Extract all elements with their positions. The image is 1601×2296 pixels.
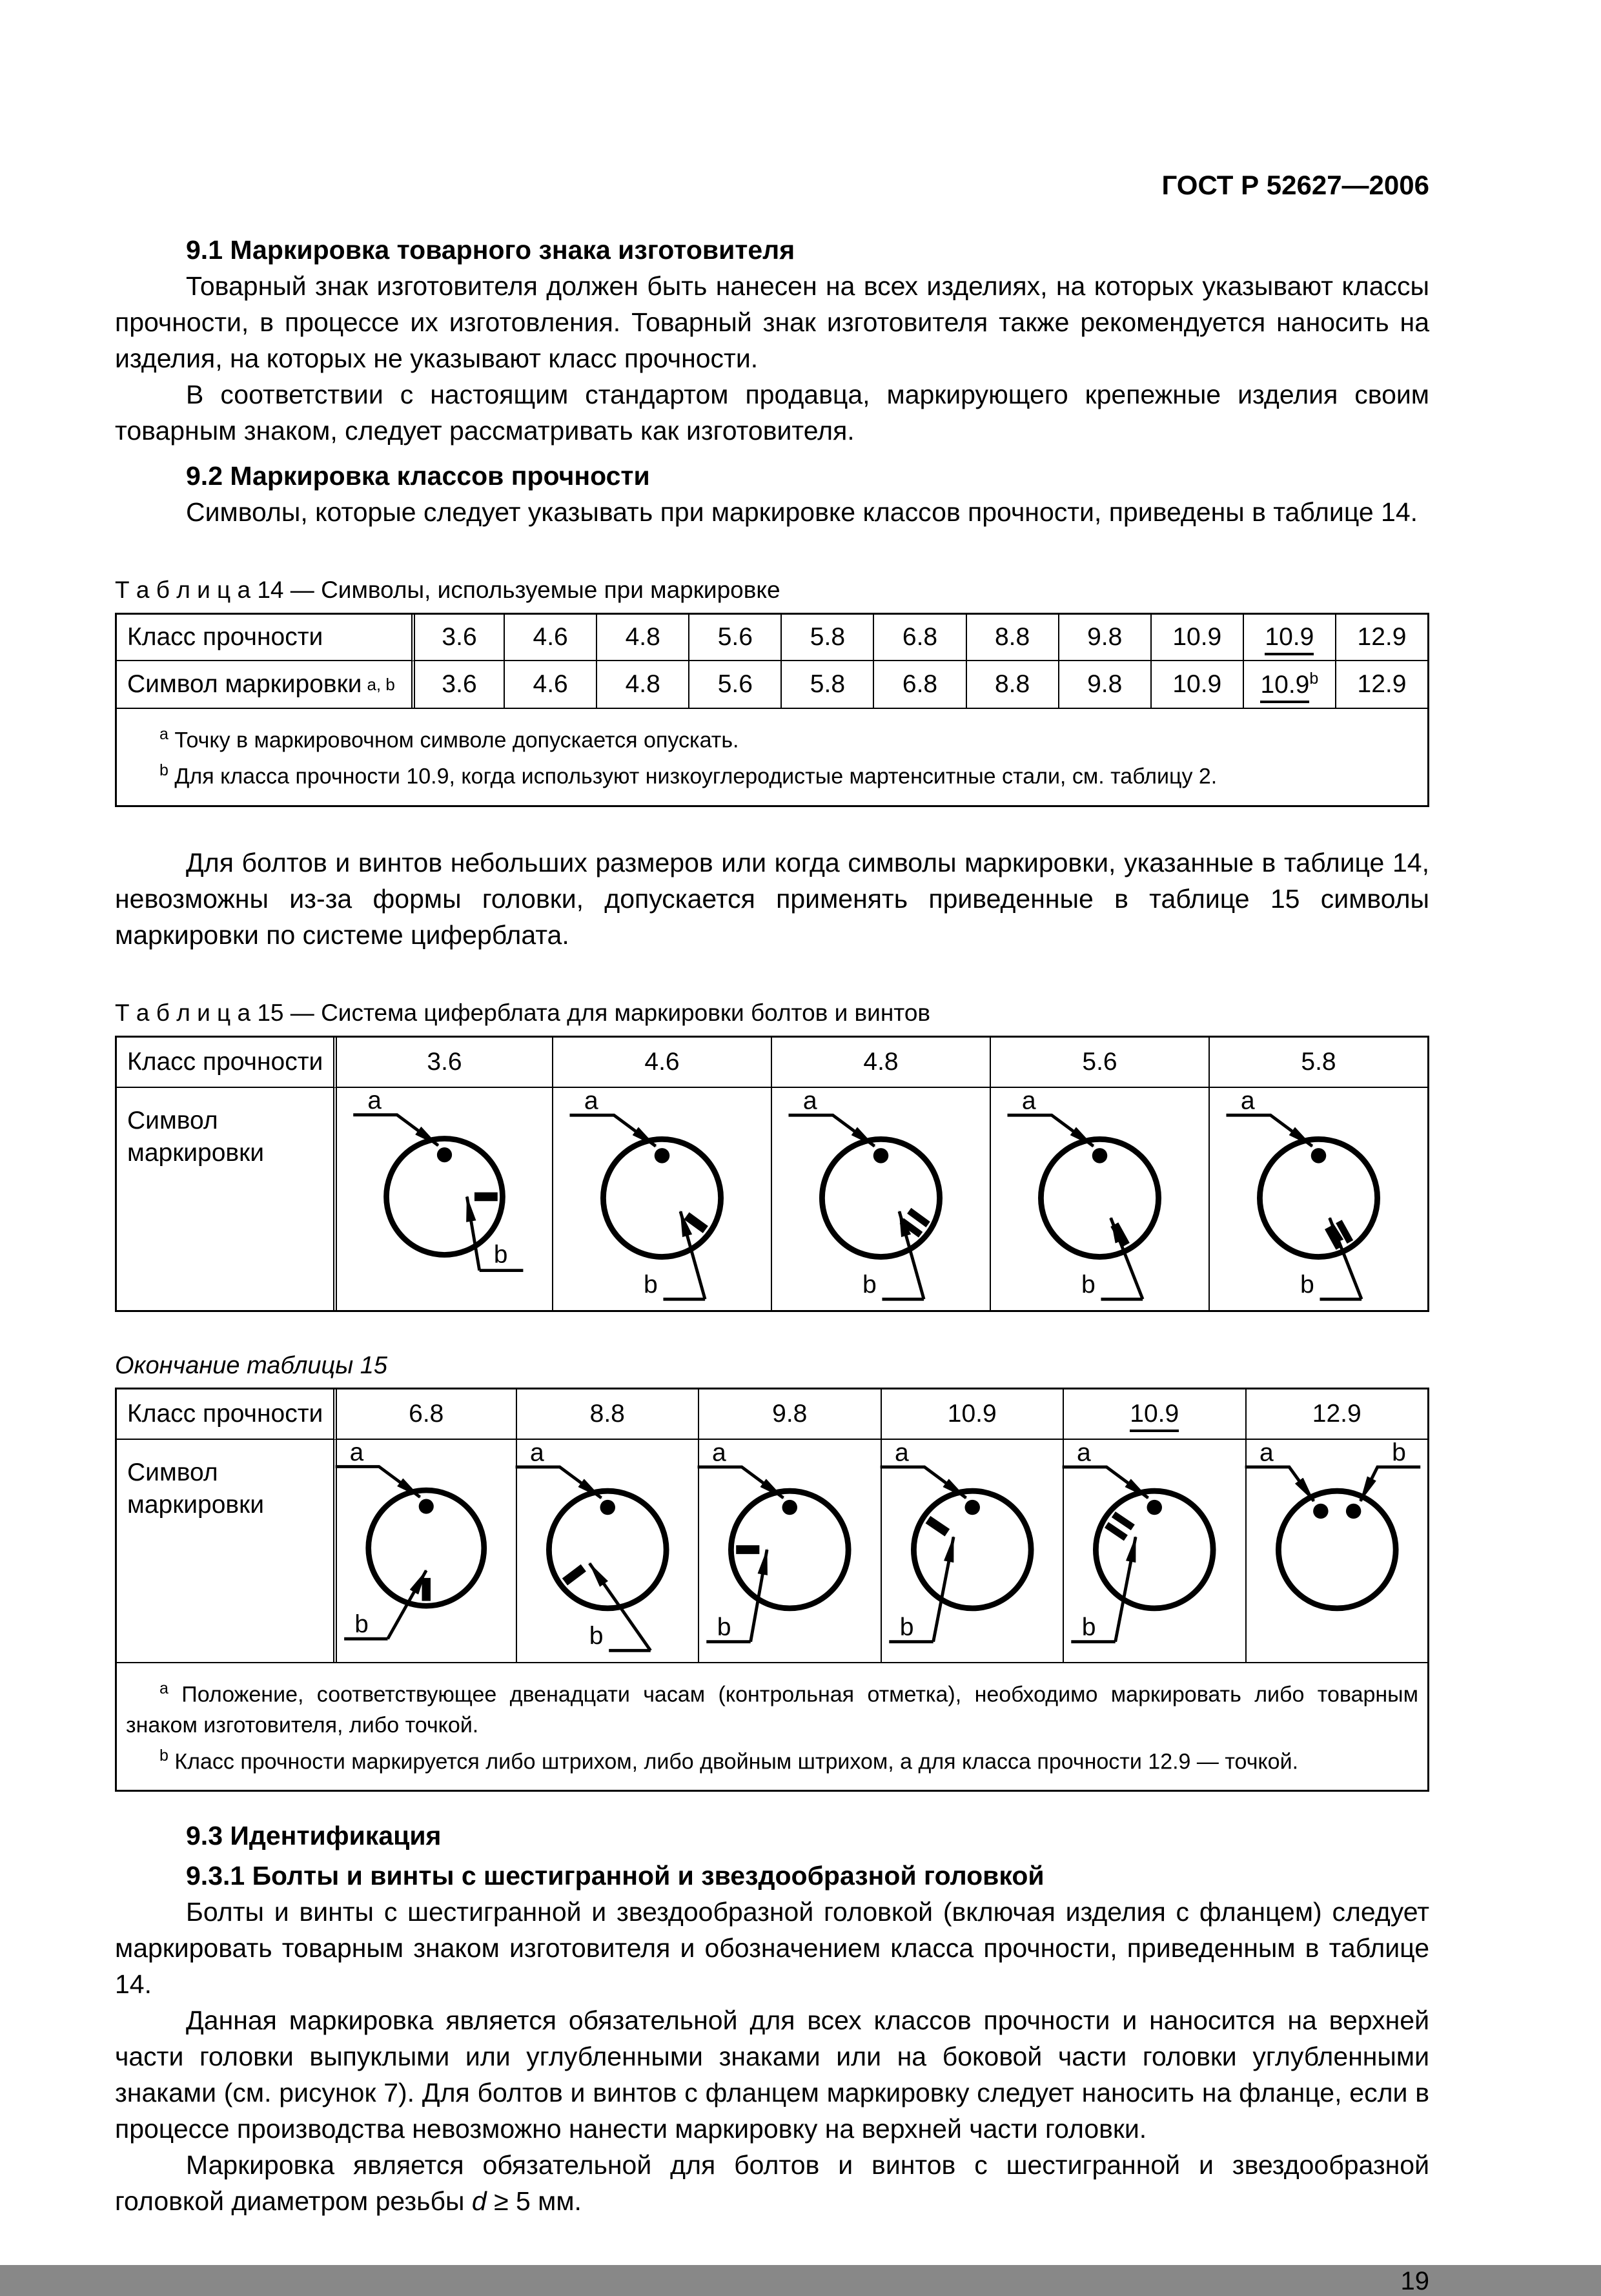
table15-class-cell: 10.9 — [881, 1389, 1063, 1440]
clock-face-diagram — [773, 1089, 988, 1309]
table15-class-cell: 10.9 — [1063, 1389, 1245, 1440]
clock-face-diagram — [1065, 1441, 1244, 1661]
svg-text:b: b — [862, 1271, 877, 1299]
table-15-part2 — [115, 1388, 1429, 1792]
paragraph: Для болтов и винтов небольших размеров или когда символы маркировки, указанные в таблице 14, невозможны из-за формы головки, допускается применять приведенные в таблице 15 символы маркировки по системе циферблата. — [115, 847, 1429, 950]
clock-face-diagram — [555, 1089, 770, 1309]
svg-text:a: a — [349, 1439, 364, 1467]
svg-text:b: b — [899, 1614, 914, 1642]
table14-class-cell: 9.8 — [1058, 615, 1150, 661]
footnote: $^b$ Для класса прочности 10.9, когда используют низкоуглеродистые мартенситные стали, см. таблицу 2. — [159, 761, 1218, 789]
table14-caption-text: Символы, используемые при маркировке — [321, 577, 780, 603]
table15-continuation-caption: Окончание таблицы 15 — [115, 1352, 388, 1380]
clock-face-diagram — [883, 1441, 1062, 1661]
svg-text:a: a — [1076, 1439, 1091, 1467]
table14-symbol-cell: 6.8 — [873, 661, 965, 708]
table14-class-cell: 10.9 — [1150, 615, 1243, 661]
svg-text:a: a — [367, 1086, 382, 1114]
clock-face-diagram — [992, 1089, 1207, 1309]
dial-10.9 — [881, 1440, 1063, 1662]
dial-5.8 — [1208, 1088, 1427, 1311]
table15-part2-grid — [117, 1389, 1427, 1662]
table15-row-label: Символ маркировки — [127, 1106, 264, 1167]
table15-part1-grid — [117, 1038, 1427, 1311]
svg-text:a: a — [1240, 1087, 1255, 1115]
svg-text:a: a — [584, 1087, 598, 1115]
table15-row-label: Класс прочности — [117, 1389, 333, 1440]
svg-text:a: a — [1259, 1439, 1274, 1467]
table14-class-cell: 5.6 — [688, 615, 780, 661]
table14-symbol-cell: 4.8 — [596, 661, 688, 708]
dial-9.8 — [698, 1440, 881, 1662]
table14-symbol-cell: 8.8 — [966, 661, 1058, 708]
table-14 — [115, 613, 1429, 807]
clock-face-diagram — [338, 1441, 515, 1657]
table14-symbol-cell: 10.9 — [1150, 661, 1243, 708]
dial-8.8 — [516, 1440, 699, 1662]
table14-class-cell: 5.8 — [780, 615, 873, 661]
table14-symbol-cell: 5.6 — [688, 661, 780, 708]
table14-caption: Т а б л и ц а 14 — Символы, используемые при маркировке — [115, 577, 780, 603]
clock-face-diagram — [1211, 1089, 1426, 1309]
table15-caption-text: Система циферблата для маркировки болтов и винтов — [321, 999, 931, 1026]
heading-9-2: 9.2 Маркировка классов прочности — [186, 461, 650, 491]
dial-4.6 — [552, 1088, 771, 1311]
dial-4.8 — [771, 1088, 990, 1311]
svg-text:a: a — [894, 1439, 909, 1467]
table15-footnotes — [117, 1662, 1427, 1790]
paragraph: Символы, которые следует указывать при маркировке классов прочности, приведены в таблице 14. — [186, 497, 1418, 527]
heading-9-3-1: 9.3.1 Болты и винты с шестигранной и звездообразной головкой — [186, 1861, 1045, 1891]
table15-class-cell: 4.6 — [552, 1038, 771, 1088]
table14-class-cell: 6.8 — [873, 615, 965, 661]
dial-10.9-low-carbon — [1063, 1440, 1245, 1662]
clock-face-diagram — [700, 1441, 879, 1661]
svg-text:b: b — [354, 1611, 369, 1639]
page-content — [115, 0, 1429, 2296]
table15-row-label: Класс прочности — [117, 1038, 333, 1088]
svg-text:a: a — [1021, 1087, 1036, 1115]
svg-text:b: b — [643, 1271, 658, 1299]
page-number: 19 — [1400, 2267, 1429, 2296]
table14-symbol-cell: 12.9 — [1335, 661, 1427, 708]
doc-header: ГОСТ Р 52627—2006 — [1161, 170, 1429, 200]
dial-5.6 — [990, 1088, 1208, 1311]
table15-caption-label: Т а б л и ц а 15 — [115, 999, 284, 1026]
table15-caption: Т а б л и ц а 15 — Система циферблата для маркировки болтов и винтов — [115, 999, 931, 1026]
table14-symbol-cell: 4.6 — [504, 661, 596, 708]
svg-text:a: a — [802, 1087, 817, 1115]
table15-class-cell: 5.6 — [990, 1038, 1208, 1088]
table14-footnotes — [117, 708, 1427, 805]
svg-text:a: a — [711, 1439, 726, 1467]
clock-face-diagram — [338, 1086, 551, 1307]
table15-class-cell: 5.8 — [1208, 1038, 1427, 1088]
table15-class-cell: 8.8 — [516, 1389, 699, 1440]
table15-row-label: Символ маркировки — [127, 1459, 264, 1519]
clock-face-diagram — [518, 1441, 697, 1661]
heading-9-1: 9.1 Маркировка товарного знака изготовителя — [186, 235, 795, 265]
table14-class-cell: 4.6 — [504, 615, 596, 661]
svg-text:a: a — [529, 1439, 544, 1467]
table15-class-cell: 4.8 — [771, 1038, 990, 1088]
table14-class-cell: 12.9 — [1335, 615, 1427, 661]
table14-symbol-cell: 10.9$^b$ — [1243, 661, 1335, 708]
table14-caption-label: Т а б л и ц а 14 — [115, 577, 284, 603]
table14-row-label: Символ маркировки a, b — [127, 670, 395, 698]
variable-d: d — [471, 2186, 487, 2217]
heading-9-3: 9.3 Идентификация — [186, 1821, 442, 1851]
table14-class-cell: 8.8 — [966, 615, 1058, 661]
table14-class-cell: 4.8 — [596, 615, 688, 661]
svg-text:b: b — [589, 1623, 604, 1651]
table15-class-cell: 9.8 — [698, 1389, 881, 1440]
paragraph: Маркировка является обязательной для болтов и винтов с шестигранной и звездообразной головкой диаметром резьбы d ≥ 5 мм. — [115, 2150, 1429, 2217]
svg-text:b: b — [717, 1614, 731, 1642]
footnote: $^b$ Класс прочности маркируется либо штрихом, либо двойным штрихом, а для класса прочности 12.9 — точкой. — [159, 1746, 1299, 1774]
table15-class-cell: 3.6 — [333, 1038, 552, 1088]
svg-text:b: b — [1300, 1271, 1314, 1299]
table14-grid — [117, 615, 1427, 708]
footnote: $^a$ Положение, соответствующее двенадцати часам (контрольная отметка), необходимо маркировать либо товарным знаком изготовителя, либо точкой. — [126, 1679, 1418, 1737]
table14-symbol-cell: 9.8 — [1058, 661, 1150, 708]
table14-symbol-cell: 5.8 — [780, 661, 873, 708]
svg-text:b: b — [493, 1240, 508, 1269]
table15-class-cell: 6.8 — [333, 1389, 516, 1440]
svg-text:b: b — [1081, 1271, 1096, 1299]
table14-class-cell: 3.6 — [411, 615, 504, 661]
paragraph: Болты и винты с шестигранной и звездообразной головкой (включая изделия с фланцем) следует маркировать товарным знаком изготовителя и обозначением класса прочности, приведенным в таблице 14. — [115, 1897, 1429, 2000]
footnote: $^a$ Точку в маркировочном символе допускается опускать. — [159, 725, 739, 753]
table14-row-label: Класс прочности — [117, 615, 411, 661]
svg-text:b: b — [1391, 1439, 1406, 1467]
dial-3.6 — [333, 1088, 552, 1311]
paragraph: В соответствии с настоящим стандартом продавца, маркирующего крепежные изделия своим товарным знаком, следует рассматривать как изготовителя. — [115, 380, 1429, 446]
table15-class-cell: 12.9 — [1245, 1389, 1428, 1440]
paragraph: Товарный знак изготовителя должен быть нанесен на всех изделиях, на которых указывают классы прочности, в процессе их изготовления. Товарный знак изготовителя также рекомендуется наносить на изделия, на которых не указывают класс прочности. — [115, 271, 1429, 373]
table14-class-cell: 10.9 — [1243, 615, 1335, 661]
clock-face-diagram — [1248, 1441, 1427, 1661]
svg-text:b: b — [1081, 1614, 1096, 1642]
dial-6.8 — [333, 1440, 516, 1662]
table-15-part1 — [115, 1036, 1429, 1313]
paragraph: Данная маркировка является обязательной для всех классов прочности и наносится на верхней части головки выпуклыми или углубленными знаками или на боковой части головки углубленными знаками (см. рисунок 7). Для болтов и винтов с фланцем маркировку следует наносить на фланце, если в процессе производства невозможно нанести маркировку на верхней части головки. — [115, 2005, 1429, 2144]
table14-symbol-cell: 3.6 — [411, 661, 504, 708]
dial-12.9 — [1245, 1440, 1428, 1662]
